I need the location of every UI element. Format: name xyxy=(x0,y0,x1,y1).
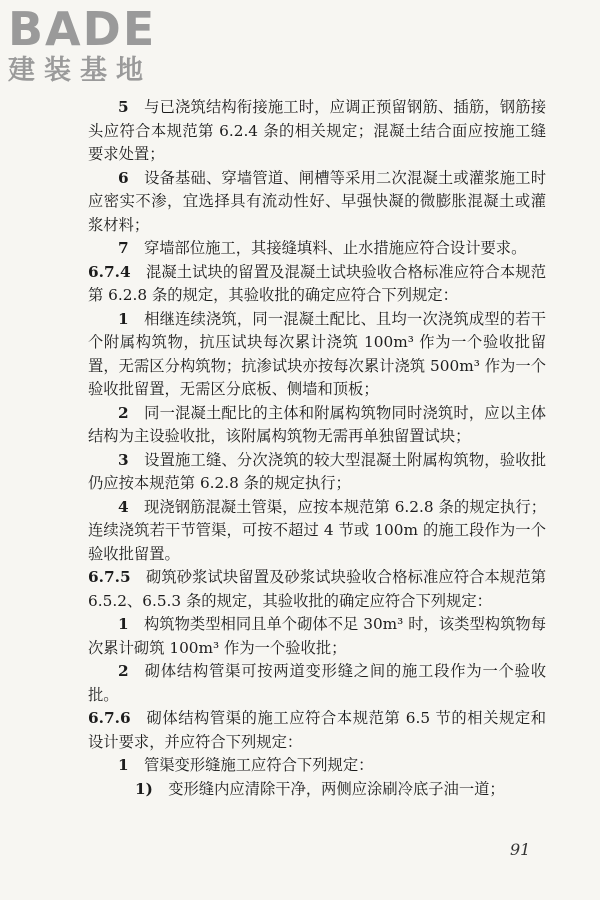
publisher-logo xyxy=(8,2,157,88)
list-item-paragraph xyxy=(88,449,546,496)
item-number: 1 xyxy=(118,615,129,633)
item-number: 6.7.5 xyxy=(88,568,131,586)
logo-wordmark: BADE xyxy=(8,2,157,56)
list-item-paragraph xyxy=(88,402,546,449)
item-text: 同一混凝土配比的主体和附属构筑物同时浇筑时，应以主体结构为主设验收批，该附属构筑物无需再单独留置试块； xyxy=(88,403,546,445)
item-number: 3 xyxy=(118,450,129,469)
page-number: 91 xyxy=(510,840,531,859)
item-number: 7 xyxy=(118,239,129,257)
list-item-paragraph xyxy=(88,613,546,660)
item-number: 6.7.4 xyxy=(88,262,131,281)
page-body xyxy=(88,96,546,801)
clause-paragraph xyxy=(88,566,546,613)
sub-item-paragraph xyxy=(88,778,546,802)
item-text: 混凝土试块的留置及混凝土试块验收合格标准应符合本规范第 6.2.8 条的规定，其验收批的确定应符合下列规定： xyxy=(88,262,546,304)
list-item-paragraph xyxy=(88,496,546,567)
item-text: 变形缝内应清除干净，两侧应涂刷冷底子油一道； xyxy=(168,779,505,798)
item-text: 砌体结构管渠的施工应符合本规范第 6.5 节的相关规定和设计要求，并应符合下列规定： xyxy=(88,709,546,751)
list-item-paragraph xyxy=(88,167,546,238)
item-text: 与已浇筑结构衔接施工时，应调正预留钢筋、插筋，钢筋接头应符合本规范第 6.2.4 条的相关规定；混凝土结合面应按施工缝要求处置； xyxy=(88,98,546,163)
item-number: 2 xyxy=(118,403,129,422)
item-number: 2 xyxy=(118,662,129,680)
list-item-paragraph xyxy=(88,660,546,707)
item-text: 现浇钢筋混凝土管渠，应按本规范第 6.2.8 条的规定执行；连续浇筑若干节管渠，可按不超过 4 节或 100m 的施工段作为一个验收批留置。 xyxy=(88,497,546,563)
item-text: 相继连续浇筑，同一混凝土配比、且均一次浇筑成型的若干个附属构筑物，抗压试块每次累计浇筑 100m³ 作为一个验收批留置，无需区分构筑物；抗渗试块亦按每次累计浇筑 500m³ 作为一个验收批留置，无需区分底板、侧墙和顶板； xyxy=(88,309,546,398)
item-number: 4 xyxy=(118,497,129,516)
item-text: 构筑物类型相同且单个砌体不足 30m³ 时，该类型构筑物每次累计砌筑 100m³ 作为一个验收批； xyxy=(88,615,546,657)
item-text: 设备基础、穿墙管道、闸槽等采用二次混凝土或灌浆施工时应密实不渗，宜选择具有流动性好、早强快凝的微膨胀混凝土或灌浆材料； xyxy=(88,168,546,234)
item-text: 管渠变形缝施工应符合下列规定： xyxy=(143,756,374,774)
item-number: 1 xyxy=(118,756,129,774)
item-number: 6.7.6 xyxy=(88,709,131,727)
list-item-paragraph xyxy=(88,96,546,167)
item-text: 穿墙部位施工，其接缝填料、止水措施应符合设计要求。 xyxy=(143,239,527,257)
item-text: 砌筑砂浆试块留置及砂浆试块验收合格标准应符合本规范第 6.5.2、6.5.3 条的规定，其验收批的确定应符合下列规定： xyxy=(88,568,546,610)
item-number: 5 xyxy=(118,98,129,116)
item-number: 1 xyxy=(118,309,129,328)
item-number: 1) xyxy=(135,779,153,798)
clause-paragraph xyxy=(88,261,546,308)
item-number: 6 xyxy=(118,168,129,187)
clause-paragraph xyxy=(88,707,546,754)
item-text: 砌体结构管渠可按两道变形缝之间的施工段作为一个验收批。 xyxy=(88,662,546,704)
item-text: 设置施工缝、分次浇筑的较大型混凝土附属构筑物，验收批仍应按本规范第 6.2.8 条的规定执行； xyxy=(88,450,546,492)
list-item-paragraph xyxy=(88,237,546,261)
list-item-paragraph xyxy=(88,754,546,778)
list-item-paragraph xyxy=(88,308,546,402)
logo-subtitle: 建装基地 xyxy=(8,55,152,86)
